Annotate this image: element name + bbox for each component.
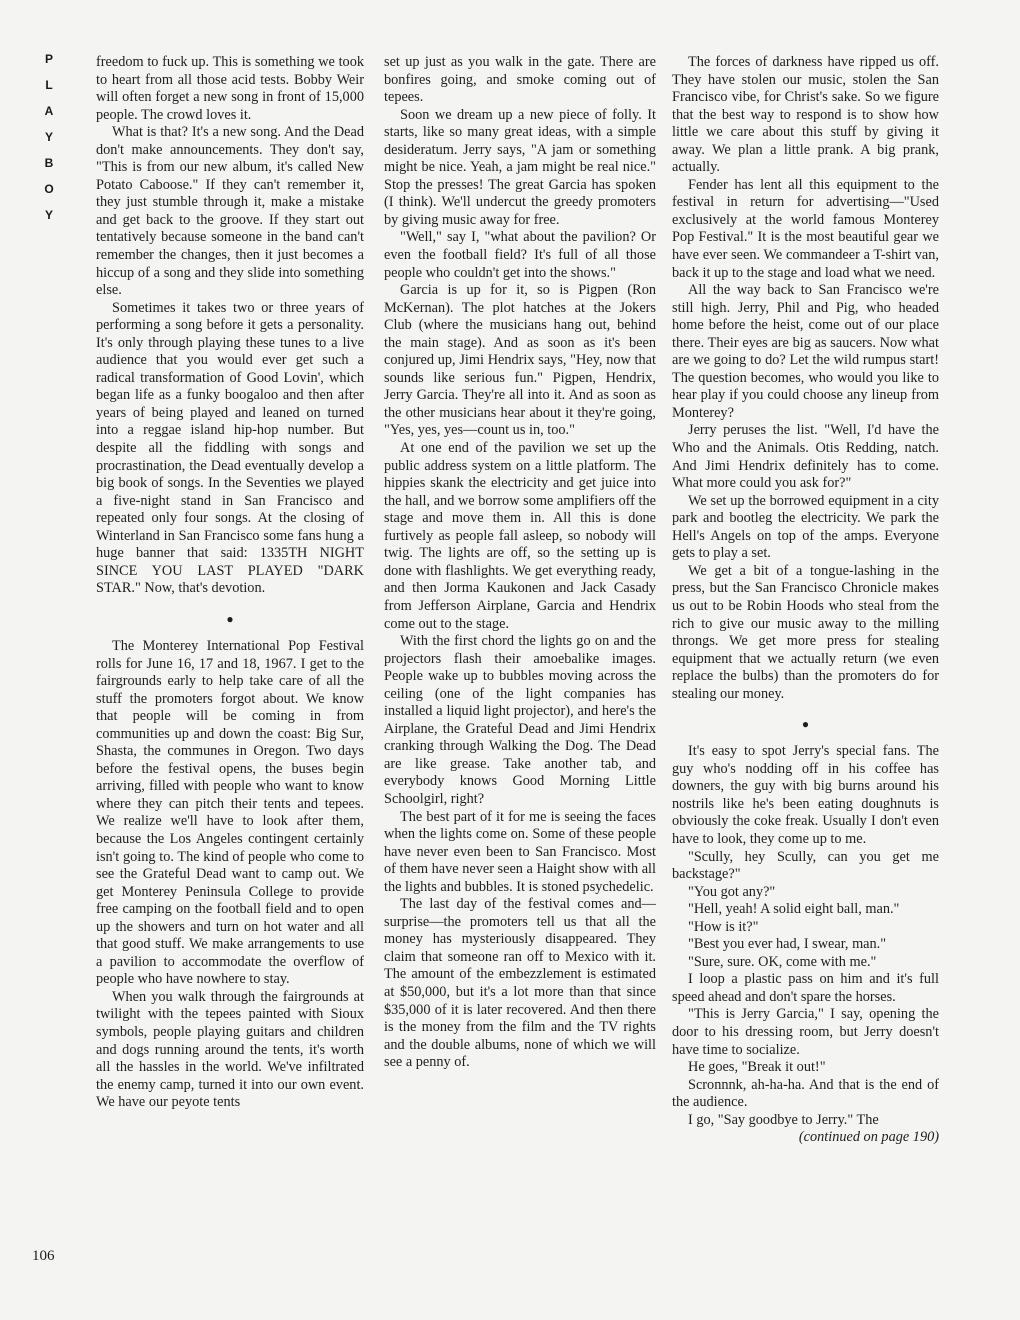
folio-letter: Y (44, 208, 53, 222)
paragraph: Fender has lent all this equipment to the festival in return for advertising—"Used exclusively at the world famous Monterey Pop Festival." It is the most beautiful gear we have ever seen. We commandeer a T-shirt van, back it up to the stage and load what we need. (672, 176, 939, 281)
paragraph: Garcia is up for it, so is Pigpen (Ron McKernan). The plot hatches at the Jokers Club (where the musicians hang out, behind the main stage). And as soon as it's been conjured up, Jimi Hendrix says, "Hey, now that sounds like serious fun." Pigpen, Hendrix, Jerry Garcia. They're all into it. And as soon as the other musicians hear about it they're going, "Yes, yes, yes—count us in, too." (384, 282, 656, 439)
paragraph: The forces of darkness have ripped us off. They have stolen our music, stolen the San Francisco vibe, for Christ's sake. So we figure that the best way to respond is to show how little we care about this stuff by giving it away. We plan a little prank. A big prank, actually. (672, 54, 939, 176)
continued-note: (continued on page 190) (798, 1129, 939, 1146)
page-number: 106 (32, 1248, 55, 1264)
paragraph: "You got any?" (688, 883, 776, 900)
folio-letter: L (45, 78, 53, 92)
paragraph: We set up the borrowed equipment in a city park and bootleg the electricity. We park the Hell's Angels on top of the amps. Everyone gets to play a set. (672, 492, 939, 562)
paragraph: "This is Jerry Garcia," I say, opening the door to his dressing room, but Jerry doesn't have time to socialize. (672, 1006, 939, 1058)
paragraph: freedom to fuck up. This is something we took to heart from all those acid tests. Bobby Weir will often forget a new song in front of 15,000 people. The crowd loves it. (96, 54, 364, 123)
paragraph: "Best you ever had, I swear, man." (688, 936, 887, 953)
paragraph: Sometimes it takes two or three years of performing a song before it gets a personality. It's only through playing these tunes to a live audience that you would ever get such a radical transformation of Good Lovin', which began life as a funky boogaloo and then after years of being played and leaned on turned into a reggae island hip-hop number. But despite all the fiddling with songs and procrastination, the Dead eventually develop a big book of songs. In the Seventies we played a five-night stand in San Francisco and repeated only four songs. At the closing of Winterland in San Francisco some fans hung a huge banner that said: 1335TH NIGHT SINCE YOU LAST PLAYED "DARK STAR." Now, that's devotion. (96, 299, 364, 597)
paragraph: "Scully, hey Scully, can you get me backstage?" (672, 848, 939, 883)
paragraph: Soon we dream up a new piece of folly. It starts, like so many great ideas, with a simple desideratum. Jerry says, "A jam or something might be nice. Yeah, a jam might be real nice." Stop the presses! The great Garcia has spoken (I think). We'll undercut the greedy promoters by giving music away for free. (384, 106, 656, 228)
paragraph: Scronnnk, ah-ha-ha. And that is the end of the audience. (672, 1076, 939, 1111)
paragraph: "How is it?" (688, 918, 759, 935)
paragraph: "Well," say I, "what about the pavilion? Or even the football field? It's full of all those people who couldn't get into the shows." (384, 229, 656, 281)
section-break-dot: ● (801, 717, 810, 732)
folio-letter: P (44, 52, 53, 66)
paragraph: I loop a plastic pass on him and it's full speed ahead and don't spare the horses. (672, 971, 939, 1005)
paragraph: All the way back to San Francisco we're still high. Jerry, Phil and Pig, who headed home before the heist, come out of our place there. Their eyes are big as saucers. Now what are we going to do? Let the wild rumpus start! The question becomes, who would you like to hear play if you could choose any lineup from Monterey? (672, 282, 939, 421)
magazine-folio (38, 46, 60, 228)
article-column-1 (96, 54, 364, 1289)
paragraph: He goes, "Break it out!" (688, 1059, 826, 1076)
paragraph: "Hell, yeah! A solid eight ball, man." (688, 901, 900, 918)
paragraph: When you walk through the fairgrounds at twilight with the tepees painted with Sioux symbols, people playing guitars and children and dogs running around the tents, it's worth all the hassles in the world. We've infiltrated the enemy camp, turned it into our own event. We have our peyote tents (96, 988, 364, 1111)
article-column-3 (672, 54, 939, 1289)
paragraph: set up just as you walk in the gate. There are bonfires going, and smoke coming out of tepees. (384, 54, 656, 106)
section-break-dot: ● (226, 611, 234, 626)
paragraph: It's easy to spot Jerry's special fans. The guy who's nodding off in his coffee has downers, the guy with big burns around his nostrils like he's been eating doughnuts is obviously the coke freak. Usually I don't even have to look, they come up to me. (672, 743, 939, 847)
paragraph: We get a bit of a tongue-lashing in the press, but the San Francisco Chronicle makes us out to be Robin Hoods who steal from the rich to give our music away to the milling throngs. We get more press for stealing equipment that we actually return (we even replace the bulbs) than the promoters do for stealing our money. (672, 562, 939, 702)
paragraph: The last day of the festival comes and—surprise—the promoters tell us that all the money has mysteriously disappeared. They claim that someone ran off to Mexico with it. The amount of the embezzlement is estimated at $50,000, but it's a lot more than that since $35,000 of it is later recovered. And then there is the money from the film and the TV rights and the double albums, none of which we will see a penny of. (384, 896, 656, 1071)
folio-letter: O (44, 182, 54, 196)
paragraph: The best part of it for me is seeing the faces when the lights come on. Some of these people have never even been to San Francisco. Most of them have never seen a Haight show with all the lights and bubbles. It is stoned psychedelic. (384, 808, 656, 895)
folio-letter: Y (44, 130, 53, 144)
folio-letter: B (44, 156, 54, 170)
paragraph: What is that? It's a new song. And the Dead don't make announcements. They don't say, "This is from our new album, it's called New Potato Caboose." If they can't remember it, they just stumble through it, make a mistake and get back to the groove. If they start out tentatively because someone in the band can't remember the changes, then it just becomes a hiccup of a song and they slide into something else. (96, 124, 364, 299)
paragraph: The Monterey International Pop Festival rolls for June 16, 17 and 18, 1967. I get to the fairgrounds early to help take care of all the stuff the promoters forgot about. We know that people will be coming in from communities up and down the coast: Big Sur, Shasta, the communes in Oregon. Two days before the festival opens, the buses begin arriving, filled with people who want to know where they can pitch their tents and tepees. We realize we'll have to look after them, because the Los Angeles contingent certainly isn't going to. The kind of people who come to see the Grateful Dead want to camp out. We get Monterey Peninsula College to provide free camping on the football field and to open up the showers and turn on hot water and all that good stuff. We make arrangements to use a pavilion to accommodate the overflow of people who have nowhere to stay. (96, 637, 364, 988)
folio-letter: A (44, 104, 54, 118)
paragraph: Jerry peruses the list. "Well, I'd have the Who and the Animals. Otis Redding, natch. And Jimi Hendrix definitely has to come. What more could you ask for?" (672, 422, 939, 492)
paragraph: With the first chord the lights go on and the projectors flash their amoebalike images. People wake up to bubbles moving across the ceiling (one of the light companies has installed a liquid light projector), and here's the Airplane, the Grateful Dead and Jimi Hendrix cranking through Walking the Dog. The Dead are like grease. Take another tab, and everybody knows Good Morning Little Schoolgirl, right? (384, 633, 656, 807)
paragraph: I go, "Say goodbye to Jerry." The (688, 1111, 879, 1128)
paragraph: At one end of the pavilion we set up the public address system on a little platform. The hippies skank the electricity and get juice into the hall, and we borrow some amplifiers off the stage and move them in. All this is done furtively as people fall asleep, so nobody will twig. The lights are off, so the setting up is done with flashlights. We get everything ready, and then Jorma Kaukonen and Jack Casady from Jefferson Airplane, Garcia and Hendrix come out to the stage. (384, 440, 656, 632)
paragraph: "Sure, sure. OK, come with me." (688, 953, 877, 970)
article-column-2 (384, 54, 656, 1289)
